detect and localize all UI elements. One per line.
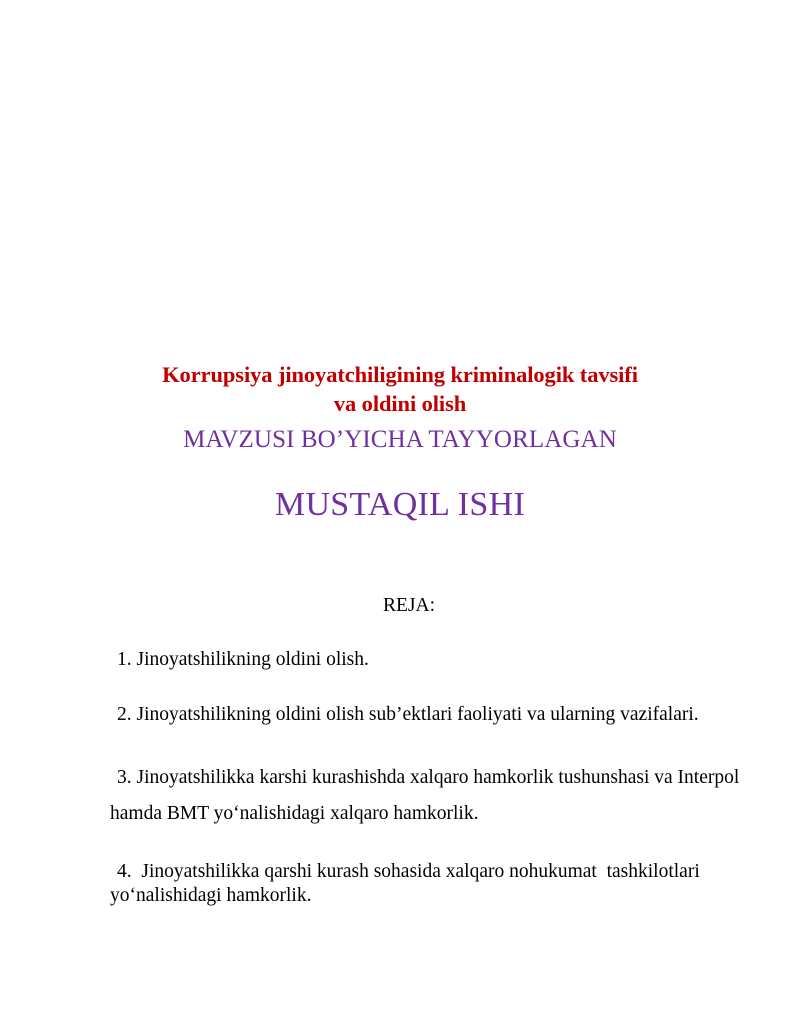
document-title-line-1: Korrupsiya jinoyatchiligining kriminalogik tavsifi — [162, 362, 638, 387]
document-title — [0, 360, 800, 419]
plan-list-item: 4. Jinoyatshilikka qarshi kurash sohasida xalqaro nohukumat tashkilotlari yo‘nalishidagi hamkorlik. — [110, 860, 705, 906]
plan-list-item: 3. Jinoyatshilikka karshi kurashishda xalqaro hamkorlik tushunshasi va Interpol hamda BMT yo‘nalishidagi xalqaro hamkorlik. — [110, 766, 745, 824]
page-top-margin — [0, 0, 800, 360]
plan-list — [0, 648, 800, 907]
plan-list-item: 2. Jinoyatshilikning oldini olish sub’ektlari faoliyati va ularning vazifalari. — [117, 703, 699, 725]
document-main-heading: MUSTAQIL ISHI — [274, 486, 526, 523]
title-block — [0, 360, 800, 526]
plan-list-item: 1. Jinoyatshilikning oldini olish. — [117, 649, 369, 671]
plan-section — [0, 594, 800, 908]
plan-label: REJA: — [382, 594, 435, 616]
document-subtitle: MAVZUSI BO’YICHA TAYYORLAGAN — [183, 425, 617, 453]
document-title-line-2: va oldini olish — [333, 391, 467, 417]
